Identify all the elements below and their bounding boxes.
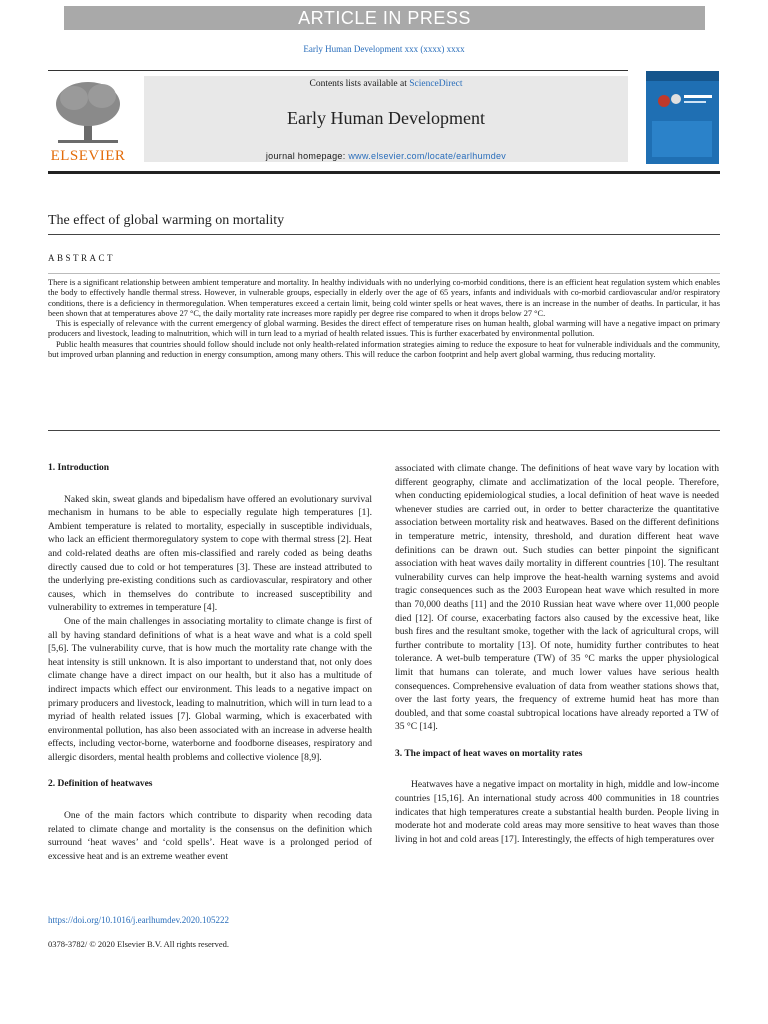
body-paragraph: associated with climate change. The definitions of heat wave vary by location with different geography, climate and acclimatization of the local people. Therefore, when conducting epidemiological studies, a local definition of heat wave is needed whenever studies are carried out, in order to better characterize the quantitative association between mortality risk and heatwaves. Based on the different definitions in temperature metric, intensity, threshold, and duration different heat wave definitions can be drawn out. Such studies can better pinpoint the significant association with heat waves daily mortality in different countries [10]. The resultant vulnerability curves can help improve the heat-health warning systems and avoid tragic consequences such as the 2003 European heat wave which resulted in more than 70,000 deaths [11] and the 2010 Russian heat wave where over 11,000 people died [12]. Of course, exacerbating factors also caused by the excessive heat, like bush fires and the resultant smoke, together with the lack of agricultural crops, will further contribute to mortality [13]. Of note, humidity further contributes to heat tolerance. A wet-bulb temperature (TW) of 35 °C marks the upper physiological limit that humans can tolerate, and much lower values have serious health consequences. Comprehensive evaluation of data from weather stations shows that, over the last forty years, the frequency of extreme humid heat has more than doubled, and that some coastal subtropical locations have already reported a TW of 35 °C [14]. bbox=[395, 463, 719, 733]
abstract-rule bbox=[48, 273, 720, 274]
left-column bbox=[48, 462, 372, 863]
journal-title: Early Human Development bbox=[287, 108, 485, 128]
homepage-line bbox=[144, 151, 628, 161]
elsevier-wordmark: ELSEVIER bbox=[50, 148, 126, 164]
abstract-paragraph: Public health measures that countries should follow should include not only health-related information strategies aiming to reduce the exposure to heat for vulnerable individuals and the community, but improved urban planning and reduction in energy consumption, among many others. This will reduce the carbon footprint and help avert global warming, thus reducing mortality. bbox=[48, 339, 720, 360]
journal-cover-image[interactable] bbox=[646, 71, 719, 164]
abstract-paragraph: There is a significant relationship between ambient temperature and mortality. In healthy individuals with no underlying co-morbid conditions, there is an efficient heat regulation system which enables the body to effectively handle thermal stress. However, in vulnerable groups, especially in elderly over the age of 65 years, infants and individuals with co-morbid cardiovascular and/or respiratory conditions, there is a deficiency in thermoregulation. When temperatures exceed a certain limit, being cold winter spells or heat waves, there is an increase in the number of deaths. In particular, it has been shown that at temperatures above 27 °C, the daily mortality rate increases more rapidly per degree rise compared to when it drops below 27 °C. bbox=[48, 278, 720, 318]
sciencedirect-link[interactable]: ScienceDirect bbox=[409, 79, 463, 89]
doi-link[interactable]: https://doi.org/10.1016/j.earlhumdev.2020.105222 bbox=[48, 915, 229, 925]
homepage-link[interactable]: www.elsevier.com/locate/earlhumdev bbox=[348, 151, 507, 161]
journal-citation[interactable]: Early Human Development xxx (xxxx) xxxx bbox=[303, 44, 465, 54]
right-column bbox=[395, 462, 719, 846]
article-title: The effect of global warming on mortality bbox=[48, 213, 285, 228]
section-heading-definition: 2. Definition of heatwaves bbox=[48, 779, 153, 790]
body-paragraph: Heatwaves have a negative impact on mortality in high, middle and low-income countries [15,16]. An international study across 400 communities in 18 countries indicates that high temperatures create a substantial health burden. People living in moderate hot and moderate cold areas may more sensitive to heat waves than those living in hot and cold areas [17]. Interestingly, the effects of high temperatures over bbox=[395, 779, 719, 845]
article-in-press-banner: ARTICLE IN PRESS bbox=[64, 6, 705, 30]
contents-line bbox=[144, 79, 628, 89]
section-heading-introduction: 1. Introduction bbox=[48, 463, 110, 473]
homepage-label: journal homepage: bbox=[265, 151, 349, 161]
section-heading-impact: 3. The impact of heat waves on mortality rates bbox=[395, 748, 583, 759]
contents-prefix: Contents lists available at bbox=[309, 79, 410, 89]
body-paragraph: One of the main factors which contribute to disparity when recoding data related to climate change and mortality is the consensus on the definition which surround ‘heat waves’ and ‘cold spells’. Heat wave is a prolonged period of excessive heat and is an extreme weather event bbox=[48, 810, 372, 862]
abstract-body bbox=[48, 278, 720, 360]
title-rule bbox=[48, 234, 720, 235]
cover-art bbox=[646, 71, 719, 164]
body-paragraph: One of the main challenges in associating mortality to climate change is first of all by having standard definitions of what is a heat wave and what is a cold spell [5,6]. The vulnerability curve, that is how much the mortality rate change with the heat intensity is still unknown. It is also important to understand that, not only does climate change have a direct impact on our health, but it also has a multitude of indirect impacts which effect our environment. This leads to a negative impact on primary producers and livestock, leading to malnutrition, which will in turn lead to a myriad of health related issues [7]. Global warming, which is exacerbated with environmental pollution, has also been associated with an increase in adverse health effects, including vector-borne, waterborne and foodborne diseases, respiratory and allergic disorders, mental health problems and collective violence [8,9]. bbox=[48, 615, 372, 763]
copyright-line: 0378-3782/ © 2020 Elsevier B.V. All rights reserved. bbox=[48, 939, 230, 949]
abstract-heading: ABSTRACT bbox=[48, 253, 116, 263]
header-top-rule bbox=[48, 70, 628, 71]
abstract-end-rule bbox=[48, 430, 720, 431]
header-bottom-rule bbox=[48, 171, 720, 174]
abstract-paragraph: This is especially of relevance with the current emergency of global warming. Besides the direct effect of temperature rises on human health, global warming will have a negative impact on primary producers and livestock, leading to malnutrition, which will in turn lead to a myriad of health related issues. This is further exacerbated by environmental pollution. bbox=[48, 319, 720, 339]
body-paragraph: Naked skin, sweat glands and bipedalism have offered an evolutionary survival mechanism in humans to be able to especially regulate high temperatures [1]. Ambient temperature is related to mortality, especially in susceptible individuals, who lack an efficient thermoregulatory system to cope with thermal stress [2]. Heat and cold-related deaths are often mis-classified and rarely coded as being deaths directly caused due to cold or hot temperatures [3]. These are instead attributed to the underlying pre-existing conditions such as cardiovascular, respiratory and other causes, which in themselves do contribute to increased susceptibility and vulnerability to extremes in temperature [4]. bbox=[48, 493, 372, 614]
